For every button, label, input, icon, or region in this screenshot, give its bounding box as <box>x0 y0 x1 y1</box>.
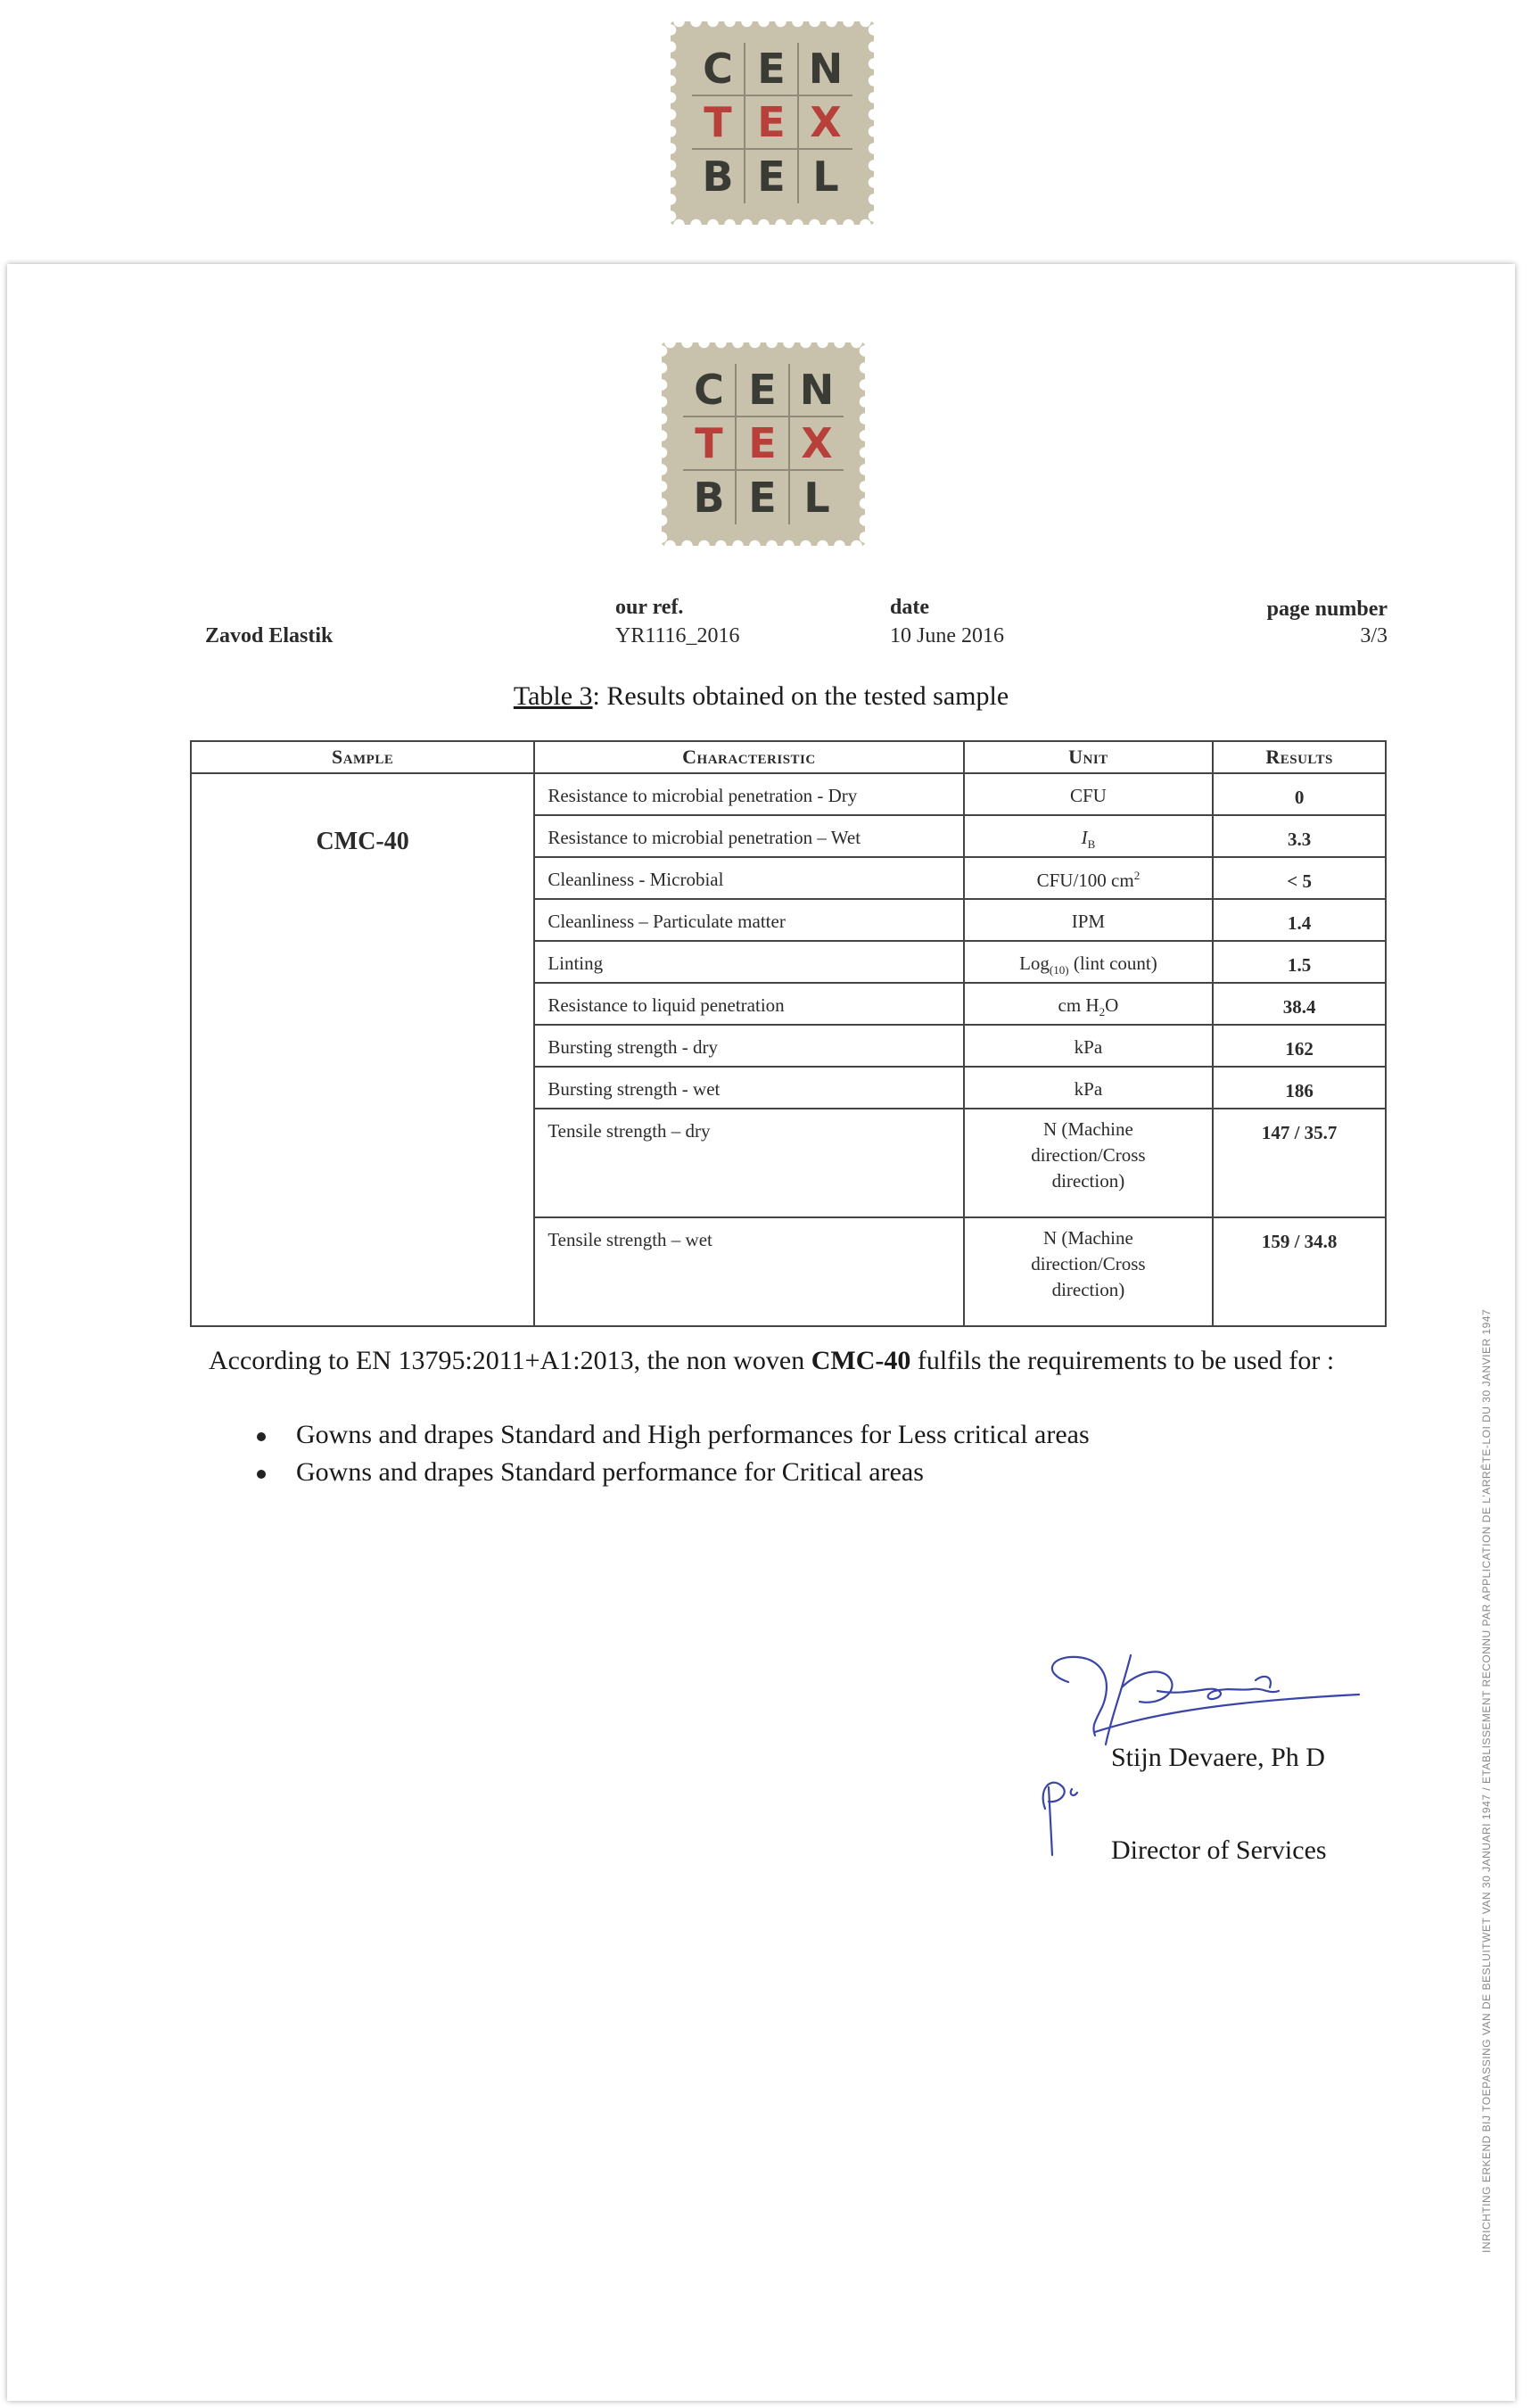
characteristic-cell: Resistance to microbial penetration – Wet <box>534 815 963 857</box>
result-cell: 147 / 35.7 <box>1213 1109 1386 1217</box>
unit-cell <box>964 1109 1214 1217</box>
unit-text: CFU/100 cm <box>1036 870 1134 891</box>
unit-cell: CFU <box>964 773 1214 815</box>
characteristic-cell: Cleanliness – Particulate matter <box>534 899 963 941</box>
logo-letter: E <box>737 364 790 417</box>
unit-subscript: (10) <box>1049 963 1069 977</box>
table-caption-number: Table 3 <box>513 681 593 711</box>
top-logo <box>671 21 874 225</box>
logo-letter: E <box>737 417 790 471</box>
logo-letter: C <box>683 364 737 417</box>
logo-letter: B <box>683 471 737 524</box>
unit-text-after: O <box>1105 994 1119 1016</box>
conclusion-product: CMC-40 <box>811 1346 911 1375</box>
column-header-unit: Unit <box>964 741 1214 773</box>
our-ref-label: our ref. <box>615 596 684 619</box>
unit-line: N (Machine <box>1042 1118 1133 1140</box>
list-item <box>257 1454 924 1491</box>
unit-line: direction) <box>1051 1279 1125 1300</box>
unit-line: direction/Cross <box>1031 1144 1146 1166</box>
characteristic-cell: Linting <box>534 941 963 983</box>
bullet-icon <box>257 1470 266 1479</box>
logo-letter: E <box>745 43 799 96</box>
logo-letter: E <box>737 471 790 524</box>
signatory-name: Stijn Devaere, Ph D <box>1111 1743 1325 1772</box>
unit-cell <box>964 815 1214 857</box>
logo-letter: N <box>799 43 852 96</box>
unit-text-after: (lint count) <box>1068 952 1157 974</box>
logo-letter: N <box>790 364 844 417</box>
characteristic-cell: Cleanliness - Microbial <box>534 857 963 899</box>
unit-line: direction) <box>1051 1170 1125 1192</box>
unit-cell: IPM <box>964 899 1214 941</box>
column-header-results: Results <box>1213 741 1386 773</box>
result-cell: 38.4 <box>1213 983 1386 1025</box>
characteristic-cell: Tensile strength – dry <box>534 1109 963 1217</box>
logo-letter: E <box>745 96 799 150</box>
bullet-text: Gowns and drapes Standard and High performances for Less critical areas <box>296 1420 1090 1449</box>
unit-cell <box>964 941 1214 983</box>
unit-cell: kPa <box>964 1067 1214 1109</box>
unit-text: I <box>1081 827 1088 848</box>
unit-subscript: B <box>1087 837 1096 852</box>
date-value: 10 June 2016 <box>890 624 1004 647</box>
table-caption <box>7 681 1515 712</box>
unit-text: Log <box>1019 952 1050 974</box>
logo-letter: T <box>683 417 737 471</box>
logo-letter: T <box>692 96 745 150</box>
column-header-characteristic: Characteristic <box>534 741 963 773</box>
client-name: Zavod Elastik <box>205 624 334 647</box>
result-cell: < 5 <box>1213 857 1386 899</box>
unit-subscript: 2 <box>1099 1005 1106 1019</box>
logo-letter: X <box>799 96 852 150</box>
result-cell: 159 / 34.8 <box>1213 1217 1386 1326</box>
sample-name: CMC-40 <box>191 773 534 1326</box>
table-row <box>191 773 1386 815</box>
unit-cell <box>964 1217 1214 1326</box>
characteristic-cell: Tensile strength – wet <box>534 1217 963 1326</box>
unit-text: cm H <box>1058 994 1099 1016</box>
bullet-text: Gowns and drapes Standard performance for Critical areas <box>296 1457 924 1487</box>
result-cell: 1.4 <box>1213 899 1386 941</box>
page-number-value: 3/3 <box>1360 624 1388 647</box>
conclusion-text-before: According to EN 13795:2011+A1:2013, the non woven <box>209 1346 811 1375</box>
handwritten-signature <box>1006 1602 1380 1860</box>
logo-letter: L <box>812 153 839 201</box>
unit-cell: kPa <box>964 1025 1214 1067</box>
unit-line: N (Machine <box>1042 1227 1133 1249</box>
page-logo <box>662 342 865 546</box>
date-label: date <box>890 596 929 619</box>
our-ref-value: YR1116_2016 <box>615 624 740 647</box>
column-header-sample: Sample <box>191 741 534 773</box>
unit-cell <box>964 983 1214 1025</box>
document-page <box>7 264 1515 2401</box>
result-cell: 1.5 <box>1213 941 1386 983</box>
bullet-icon <box>257 1432 266 1441</box>
result-cell: 162 <box>1213 1025 1386 1067</box>
results-table <box>190 740 1387 1327</box>
page-number-label: page number <box>1266 598 1388 621</box>
table-caption-text: : Results obtained on the tested sample <box>592 681 1009 711</box>
unit-superscript: 2 <box>1133 869 1141 882</box>
result-cell: 0 <box>1213 773 1386 815</box>
list-item <box>257 1416 1090 1454</box>
logo-letter: B <box>692 150 745 203</box>
unit-line: direction/Cross <box>1031 1253 1146 1274</box>
characteristic-cell: Bursting strength - wet <box>534 1067 963 1109</box>
conclusion-paragraph <box>209 1343 1368 1379</box>
result-cell: 3.3 <box>1213 815 1386 857</box>
conclusion-text-after: fulfils the requirements to be used for : <box>910 1346 1335 1375</box>
side-legal-note: INRICHTING ERKEND BIJ TOEPASSING VAN DE BESLUITWET VAN 30 JANUARI 1947 / ETABLISSEMENT RECONNU PAR APPLICATION DE L'ARRÊTE-LOI DU 30 JANVIER 1947 <box>1480 1308 1493 2253</box>
unit-cell <box>964 857 1214 899</box>
result-cell: 186 <box>1213 1067 1386 1109</box>
logo-letter: C <box>692 43 745 96</box>
logo-letter: X <box>790 417 844 471</box>
characteristic-cell: Bursting strength - dry <box>534 1025 963 1067</box>
characteristic-cell: Resistance to liquid penetration <box>534 983 963 1025</box>
logo-letter: L <box>803 474 830 522</box>
signatory-title: Director of Services <box>1111 1835 1327 1865</box>
characteristic-cell: Resistance to microbial penetration - Dry <box>534 773 963 815</box>
logo-letter: E <box>745 150 799 203</box>
